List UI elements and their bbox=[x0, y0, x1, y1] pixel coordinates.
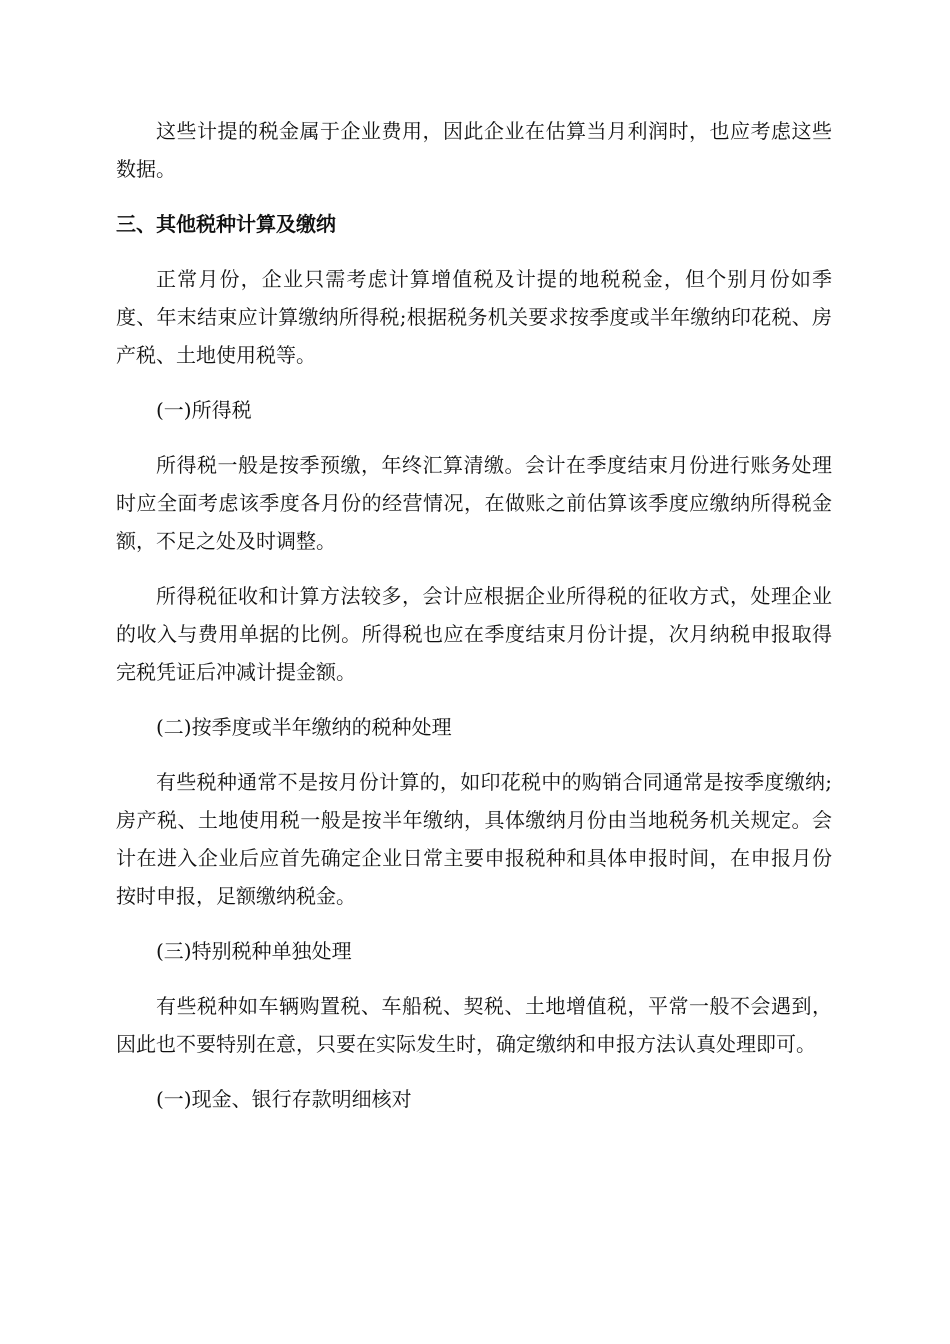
document-page bbox=[116, 112, 832, 1135]
subheading-cash-bank-reconciliation: (一)现金、银行存款明细核对 bbox=[156, 1087, 412, 1111]
paragraph-normal-months: 正常月份，企业只需考虑计算增值税及计提的地税税金，但个别月份如季度、年末结束应计算缴纳所得税;根据税务机关要求按季度或半年缴纳印花税、房产税、土地使用税等。 bbox=[116, 267, 832, 367]
subheading-special-taxes: (三)特别税种单独处理 bbox=[156, 939, 352, 963]
paragraph-income-tax-methods: 所得税征收和计算方法较多，会计应根据企业所得税的征收方式，处理企业的收入与费用单据的比例。所得税也应在季度结束月份计提，次月纳税申报取得完税凭证后冲减计提金额。 bbox=[116, 584, 832, 684]
paragraph-income-tax-prepay: 所得税一般是按季预缴，年终汇算清缴。会计在季度结束月份进行账务处理时应全面考虑该季度各月份的经营情况，在做账之前估算该季度应缴纳所得税金额，不足之处及时调整。 bbox=[116, 453, 832, 553]
paragraph-special-taxes: 有些税种如车辆购置税、车船税、契税、土地增值税，平常一般不会遇到，因此也不要特别在意，只要在实际发生时，确定缴纳和申报方法认真处理即可。 bbox=[116, 994, 832, 1056]
subheading-income-tax: (一)所得税 bbox=[156, 398, 252, 422]
paragraph-tax-expense: 这些计提的税金属于企业费用，因此企业在估算当月利润时，也应考虑这些数据。 bbox=[116, 119, 832, 181]
section-heading-other-taxes: 三、其他税种计算及缴纳 bbox=[116, 212, 336, 236]
paragraph-quarterly-taxes: 有些税种通常不是按月份计算的，如印花税中的购销合同通常是按季度缴纳;房产税、土地使用税一般是按半年缴纳，具体缴纳月份由当地税务机关规定。会计在进入企业后应首先确定企业日常主要申报税种和具体申报时间，在申报月份按时申报，足额缴纳税金。 bbox=[116, 770, 832, 908]
subheading-quarterly-taxes: (二)按季度或半年缴纳的税种处理 bbox=[156, 715, 452, 739]
